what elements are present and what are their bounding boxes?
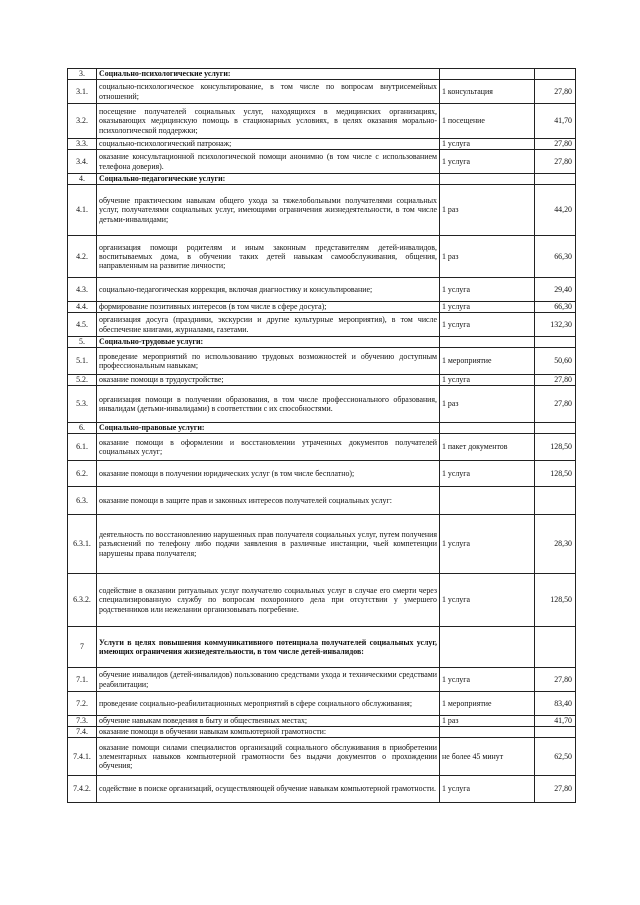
table-row [68, 236, 576, 278]
item-number-cell: 4.2. [68, 236, 97, 278]
price-cell: 128,50 [535, 434, 576, 461]
service-description-cell: обучение инвалидов (детей-инвалидов) пользованию средствами ухода и техническими средствами реабилитации; [97, 668, 440, 692]
unit-cell [440, 174, 535, 185]
unit-cell: 1 раз [440, 185, 535, 236]
service-description-cell: оказание помощи в защите прав и законных интересов получателей социальных услуг: [97, 487, 440, 515]
section-header-row [68, 423, 576, 434]
service-description-cell: социально-психологический патронаж; [97, 139, 440, 150]
table-row [68, 278, 576, 302]
price-cell [535, 627, 576, 668]
unit-cell: 1 услуга [440, 139, 535, 150]
table-row [68, 185, 576, 236]
unit-cell: 1 пакет документов [440, 434, 535, 461]
unit-cell: 1 мероприятие [440, 348, 535, 375]
service-description-cell: обучение практическим навыкам общего ухода за тяжелобольными получателями социальных услуг, получателями социальных услуг, имеющими ограничения жизнедеятельности, в том числе детьми-инвалидами; [97, 185, 440, 236]
service-description-cell: содействие в оказании ритуальных услуг получателю социальных услуг в случае его смерти через специализированную службу по вопросам похоронного дела при отсутствии у умершего родственников или нежелании организовывать погребение. [97, 574, 440, 627]
unit-cell: 1 раз [440, 236, 535, 278]
section-header-row [68, 627, 576, 668]
service-description-cell: оказание помощи силами специалистов организаций социального обслуживания в приобретении элементарных навыков компьютерной грамотности без выдачи документов о прохождении обучения; [97, 738, 440, 776]
section-header-row [68, 337, 576, 348]
item-number-cell: 6.1. [68, 434, 97, 461]
item-number-cell: 3.1. [68, 80, 97, 104]
table-row [68, 348, 576, 375]
table-row [68, 668, 576, 692]
table-row [68, 692, 576, 716]
table-body [68, 69, 576, 803]
service-description-cell: Социально-педагогические услуги: [97, 174, 440, 185]
unit-cell: 1 услуга [440, 313, 535, 337]
item-number-cell: 7.4. [68, 727, 97, 738]
table-row [68, 302, 576, 313]
price-cell: 27,80 [535, 139, 576, 150]
service-description-cell: проведение мероприятий по использованию трудовых возможностей и обучению доступным профессиональным навыкам; [97, 348, 440, 375]
unit-cell: 1 раз [440, 386, 535, 423]
item-number-cell: 5.3. [68, 386, 97, 423]
service-description-cell: проведение социально-реабилитационных мероприятий в сфере социального обслуживания; [97, 692, 440, 716]
unit-cell [440, 337, 535, 348]
service-description-cell: Услуги в целях повышения коммуникативного потенциала получателей социальных услуг, имеющих ограничения жизнедеятельности, в том числе детей-инвалидов: [97, 627, 440, 668]
service-description-cell: оказание помощи в обучении навыкам компьютерной грамотности: [97, 727, 440, 738]
unit-cell: 1 услуга [440, 278, 535, 302]
price-cell [535, 69, 576, 80]
table-row [68, 461, 576, 487]
item-number-cell: 4. [68, 174, 97, 185]
unit-cell [440, 627, 535, 668]
item-number-cell: 5.1. [68, 348, 97, 375]
service-description-cell: оказание помощи в получении юридических услуг (в том числе бесплатно); [97, 461, 440, 487]
unit-cell [440, 487, 535, 515]
service-description-cell: организация досуга (праздники, экскурсии и другие культурные мероприятия), в том числе обеспечение книгами, журналами, газетами. [97, 313, 440, 337]
service-description-cell: деятельность по восстановлению нарушенных прав получателя социальных услуг, путем получения разъяснений по телефону либо подачи заявления в различные инстанции, чьей компетенции нарушены права получателя; [97, 515, 440, 574]
service-description-cell: содействие в поиске организаций, осуществляющей обучение навыкам компьютерной грамотности. [97, 776, 440, 803]
table-row [68, 574, 576, 627]
service-description-cell: оказание помощи в трудоустройстве; [97, 375, 440, 386]
service-description-cell: организация помощи в получении образования, в том числе профессионального образования, инвалидам (детьми-инвалидами) в соответствии с их способностями. [97, 386, 440, 423]
table-row [68, 375, 576, 386]
table-row [68, 150, 576, 174]
price-cell [535, 727, 576, 738]
table-row [68, 738, 576, 776]
table-row [68, 139, 576, 150]
price-cell [535, 487, 576, 515]
item-number-cell: 6.3.2. [68, 574, 97, 627]
table-row [68, 727, 576, 738]
unit-cell: 1 услуга [440, 574, 535, 627]
table-row [68, 716, 576, 727]
price-cell: 41,70 [535, 104, 576, 139]
service-description-cell: оказание консультационной психологической помощи анонимно (в том числе с использованием телефона доверия). [97, 150, 440, 174]
unit-cell [440, 423, 535, 434]
unit-cell: 1 услуга [440, 776, 535, 803]
item-number-cell: 6.3. [68, 487, 97, 515]
price-cell [535, 174, 576, 185]
service-description-cell: организация помощи родителям и иным законным представителям детей-инвалидов, воспитываемых дома, в обучении таких детей навыкам самообслуживания, общения, направленным на развитие личности; [97, 236, 440, 278]
price-cell: 83,40 [535, 692, 576, 716]
unit-cell: 1 услуга [440, 668, 535, 692]
unit-cell: 1 мероприятие [440, 692, 535, 716]
item-number-cell: 7.4.1. [68, 738, 97, 776]
table-row [68, 487, 576, 515]
price-cell: 66,30 [535, 302, 576, 313]
service-description-cell: Социально-трудовые услуги: [97, 337, 440, 348]
table-row [68, 80, 576, 104]
price-cell: 27,80 [535, 150, 576, 174]
unit-cell: 1 посещение [440, 104, 535, 139]
price-cell: 44,20 [535, 185, 576, 236]
services-tariff-table [67, 68, 576, 803]
price-cell: 66,30 [535, 236, 576, 278]
item-number-cell: 6.2. [68, 461, 97, 487]
price-cell: 29,40 [535, 278, 576, 302]
item-number-cell: 7.3. [68, 716, 97, 727]
service-description-cell: Социально-правовые услуги: [97, 423, 440, 434]
price-cell: 62,50 [535, 738, 576, 776]
price-cell [535, 423, 576, 434]
item-number-cell: 3. [68, 69, 97, 80]
price-cell: 28,30 [535, 515, 576, 574]
section-header-row [68, 69, 576, 80]
item-number-cell: 4.5. [68, 313, 97, 337]
unit-cell: 1 услуга [440, 461, 535, 487]
unit-cell: 1 услуга [440, 150, 535, 174]
table-row [68, 386, 576, 423]
document-page [67, 68, 575, 803]
price-cell: 27,80 [535, 668, 576, 692]
service-description-cell: посещение получателей социальных услуг, находящихся в медицинских организациях, оказывающих медицинскую помощь в стационарных условиях, в целях оказания морально-психологической поддержки; [97, 104, 440, 139]
unit-cell [440, 69, 535, 80]
table-row [68, 313, 576, 337]
service-description-cell: оказание помощи в оформлении и восстановлении утраченных документов получателей социальных услуг; [97, 434, 440, 461]
price-cell: 50,60 [535, 348, 576, 375]
price-cell: 128,50 [535, 574, 576, 627]
item-number-cell: 3.3. [68, 139, 97, 150]
service-description-cell: социально-психологическое консультирование, в том числе по вопросам внутрисемейных отношений; [97, 80, 440, 104]
service-description-cell: социально-педагогическая коррекция, включая диагностику и консультирование; [97, 278, 440, 302]
service-description-cell: Социально-психологические услуги: [97, 69, 440, 80]
item-number-cell: 6. [68, 423, 97, 434]
price-cell: 27,80 [535, 386, 576, 423]
item-number-cell: 6.3.1. [68, 515, 97, 574]
service-description-cell: формирование позитивных интересов (в том числе в сфере досуга); [97, 302, 440, 313]
unit-cell: не более 45 минут [440, 738, 535, 776]
item-number-cell: 5.2. [68, 375, 97, 386]
price-cell: 41,70 [535, 716, 576, 727]
table-row [68, 515, 576, 574]
price-cell: 27,80 [535, 776, 576, 803]
item-number-cell: 4.4. [68, 302, 97, 313]
section-header-row [68, 174, 576, 185]
item-number-cell: 7 [68, 627, 97, 668]
item-number-cell: 7.1. [68, 668, 97, 692]
item-number-cell: 3.4. [68, 150, 97, 174]
price-cell: 27,80 [535, 80, 576, 104]
price-cell: 132,30 [535, 313, 576, 337]
unit-cell: 1 консультация [440, 80, 535, 104]
price-cell: 128,50 [535, 461, 576, 487]
item-number-cell: 5. [68, 337, 97, 348]
unit-cell: 1 раз [440, 716, 535, 727]
unit-cell: 1 услуга [440, 515, 535, 574]
unit-cell: 1 услуга [440, 302, 535, 313]
unit-cell [440, 727, 535, 738]
item-number-cell: 7.2. [68, 692, 97, 716]
table-row [68, 104, 576, 139]
item-number-cell: 7.4.2. [68, 776, 97, 803]
service-description-cell: обучение навыкам поведения в быту и общественных местах; [97, 716, 440, 727]
price-cell: 27,80 [535, 375, 576, 386]
price-cell [535, 337, 576, 348]
table-row [68, 434, 576, 461]
table-row [68, 776, 576, 803]
item-number-cell: 3.2. [68, 104, 97, 139]
unit-cell: 1 услуга [440, 375, 535, 386]
item-number-cell: 4.1. [68, 185, 97, 236]
item-number-cell: 4.3. [68, 278, 97, 302]
